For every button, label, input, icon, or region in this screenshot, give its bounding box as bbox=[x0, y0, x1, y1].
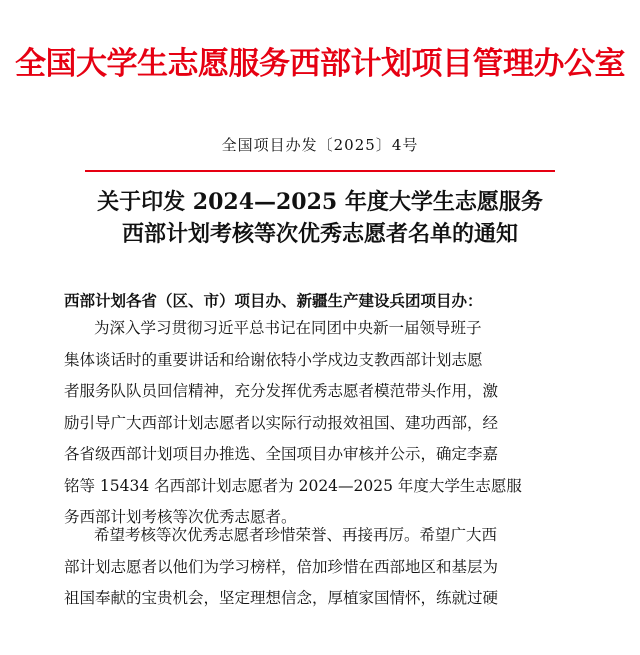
paragraph-1-line: 者服务队队员回信精神，充分发挥优秀志愿者模范带头作用，激 bbox=[64, 382, 499, 400]
issuing-organization-header: 全国大学生志愿服务西部计划项目管理办公室 bbox=[15, 46, 625, 82]
header-divider-line bbox=[85, 170, 555, 172]
paragraph-1 bbox=[64, 313, 584, 534]
paragraph-1-line: 为深入学习贯彻习近平总书记在同团中央新一届领导班子 bbox=[94, 319, 482, 337]
paragraph-1-line: 励引导广大西部计划志愿者以实际行动报效祖国、建功西部，经 bbox=[64, 413, 499, 432]
salutation: 西部计划各省（区、市）项目办、新疆生产建设兵团项目办： bbox=[64, 292, 483, 310]
document-number: 全国项目办发〔2025〕4号 bbox=[221, 136, 419, 154]
paragraph-1-line: 集体谈话时的重要讲话和给谢依特小学戍边支教西部计划志愿 bbox=[64, 350, 483, 369]
paragraph-1-line: 务西部计划考核等次优秀志愿者。 bbox=[64, 508, 297, 526]
document-title-line-2: 西部计划考核等次优秀志愿者名单的通知 bbox=[121, 221, 518, 247]
paragraph-1-line: 铭等 15434 名西部计划志愿者为 2024—2025 年度大学生志愿服 bbox=[64, 476, 522, 495]
document-title bbox=[0, 186, 640, 250]
paragraph-2-line: 部计划志愿者以他们为学习榜样，倍加珍惜在西部地区和基层为 bbox=[64, 557, 499, 576]
paragraph-1-line: 各省级西部计划项目办推选、全国项目办审核并公示，确定李嘉 bbox=[64, 445, 499, 463]
document-title-line-1: 关于印发 2024—2025 年度大学生志愿服务 bbox=[97, 189, 543, 215]
paragraph-2 bbox=[64, 520, 584, 615]
paragraph-2-line: 祖国奉献的宝贵机会，坚定理想信念，厚植家国情怀，练就过硬 bbox=[64, 589, 499, 607]
paragraph-2-line: 希望考核等次优秀志愿者珍惜荣誉、再接再厉。希望广大西 bbox=[94, 526, 498, 544]
